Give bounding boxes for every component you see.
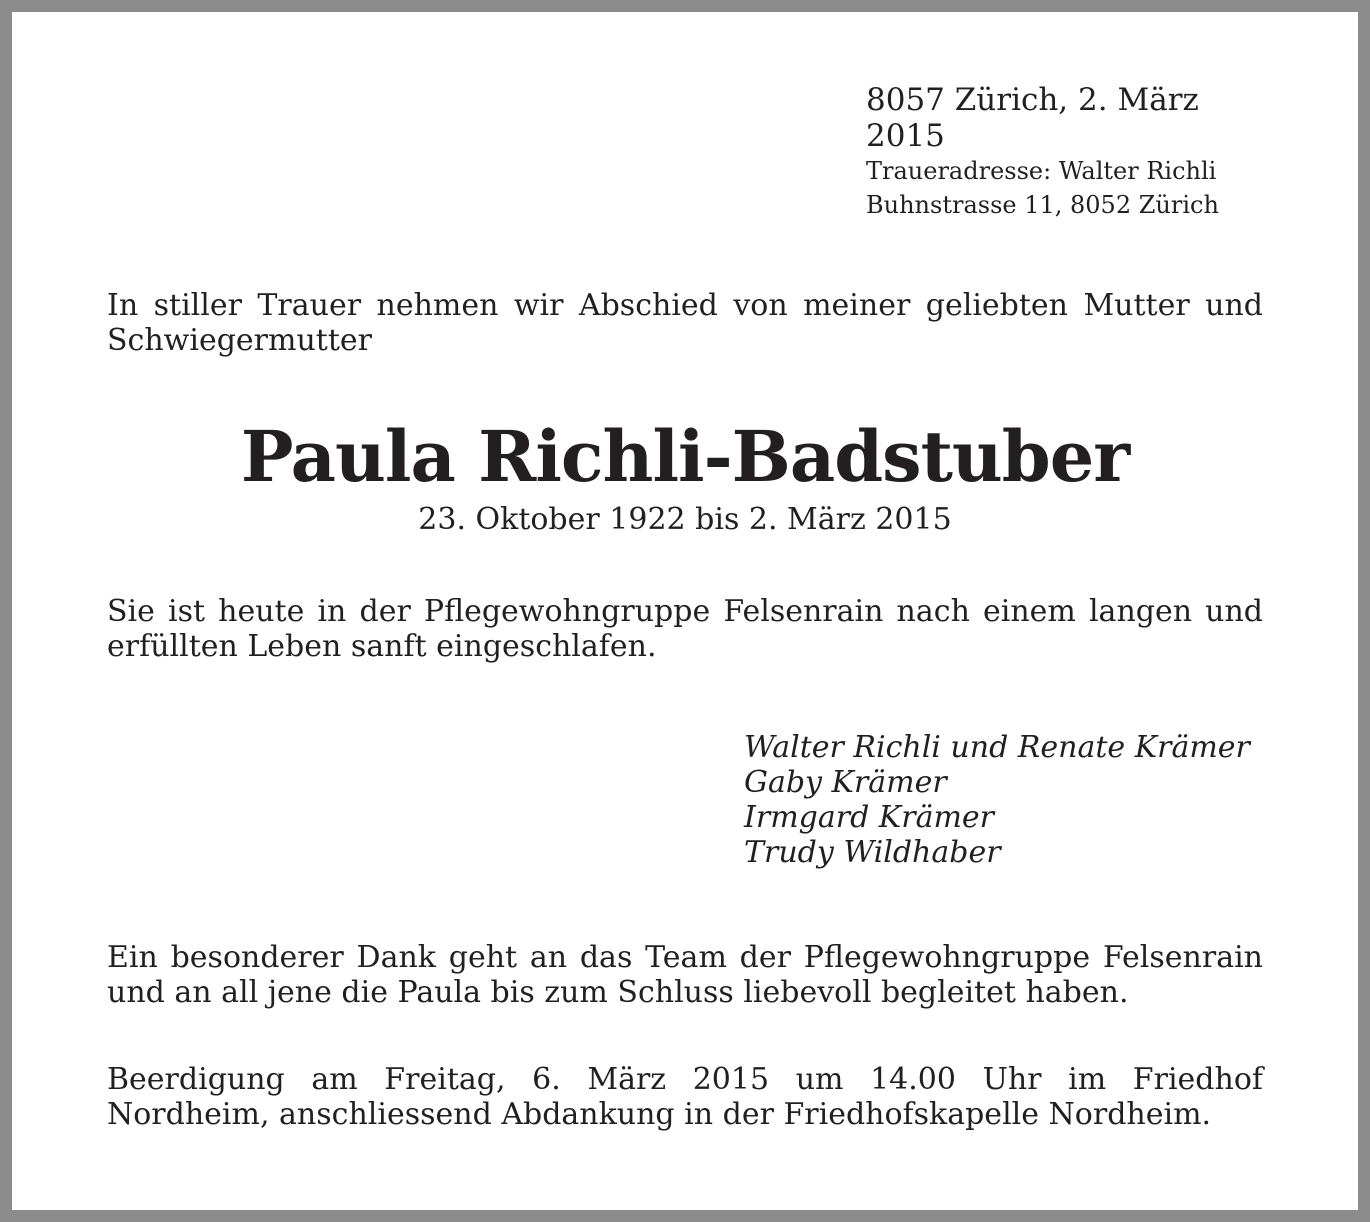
- street-address: Buhnstrasse 11, 8052 Zürich: [866, 191, 1219, 219]
- signer: Irmgard Krämer: [744, 800, 994, 835]
- signer: Walter Richli und Renate Krämer: [744, 730, 1250, 765]
- address-block: [866, 82, 1266, 222]
- signer: Trudy Wildhaber: [744, 835, 1001, 870]
- deceased-name: Paula Richli-Badstuber: [240, 415, 1130, 498]
- obituary-notice: [12, 12, 1358, 1210]
- life-dates: 23. Oktober 1922 bis 2. März 2015: [418, 502, 952, 537]
- thanks-text: Ein besonderer Dank geht an das Team der Pflegewohngruppe Felsenrain und an all jene die Paula bis zum Schluss liebevoll begleitet haben.: [107, 940, 1263, 1010]
- passing-text: Sie ist heute in der Pflegewohngruppe Felsenrain nach einem langen und erfüllten Leben sanft eingeschlafen.: [107, 594, 1263, 664]
- mourning-address: Traueradresse: Walter Richli: [866, 157, 1217, 185]
- place-date: 8057 Zürich, 2. März 2015: [866, 82, 1199, 154]
- signers-list: [744, 730, 1264, 870]
- funeral-info: Beerdigung am Freitag, 6. März 2015 um 14.00 Uhr im Friedhof Nordheim, anschliessend Abdankung in der Friedhofskapelle Nordheim.: [107, 1062, 1263, 1132]
- signer: Gaby Krämer: [744, 765, 947, 800]
- intro-text: In stiller Trauer nehmen wir Abschied von meiner geliebten Mutter und Schwiegermutter: [107, 288, 1263, 358]
